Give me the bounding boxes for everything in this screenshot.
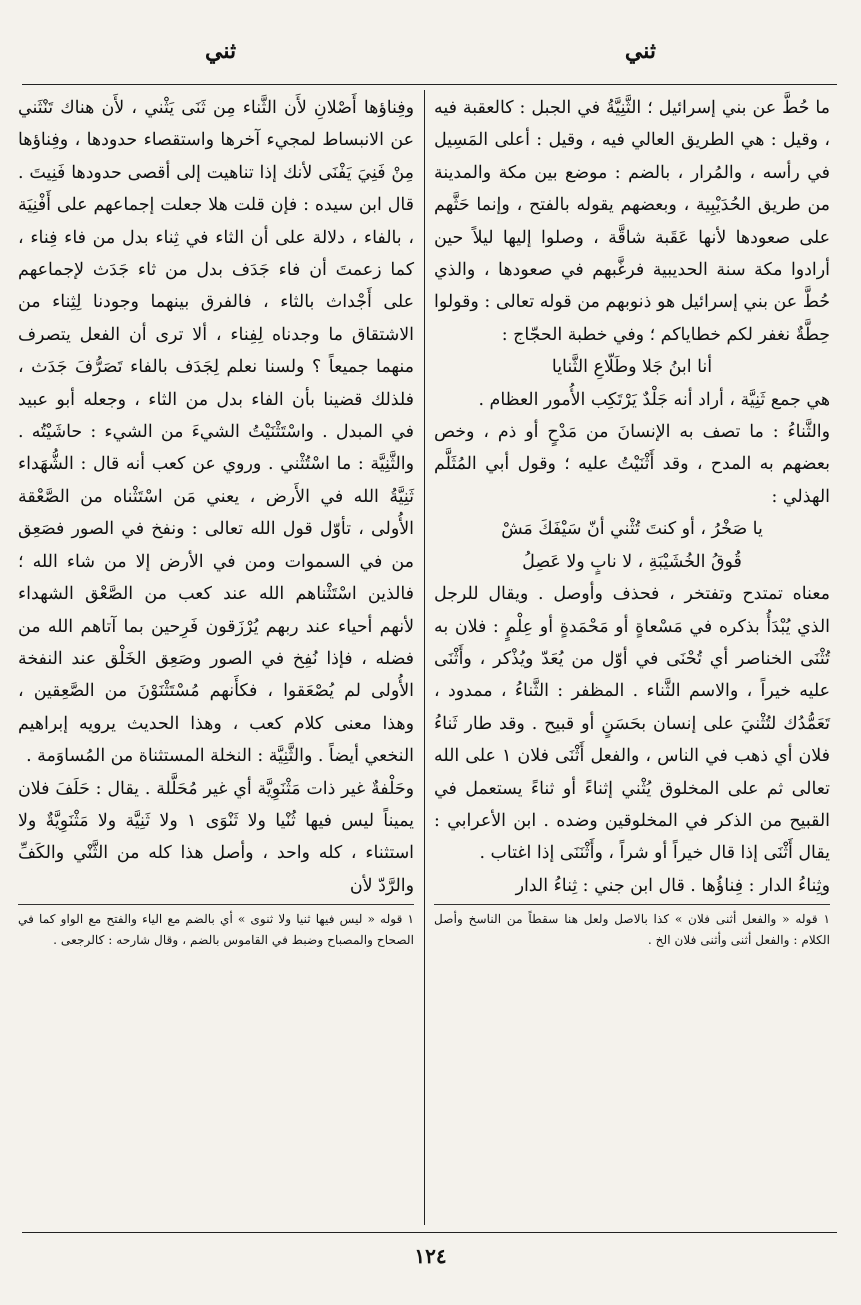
header-rule — [22, 84, 837, 85]
footnote-rule — [18, 904, 414, 905]
footer-rule — [22, 1232, 837, 1233]
verse-line: يا صَخْرُ ، أو كنتَ تُثْني أنّ سَيْفَكَ مَشْ — [501, 519, 763, 540]
footnote-rule — [434, 904, 830, 905]
footnote: ١ قوله « ليس فيها ثنيا ولا ثنوى » أي بالضم مع الياء والفتح مع الواو كما في الصحاح والمصباح وضبط في القاموس بالضم ، وقال شارحه : كالرجعى . — [18, 912, 414, 948]
left-column — [18, 92, 414, 951]
page-header — [0, 38, 861, 78]
column-divider — [424, 90, 425, 1225]
right-headword: ثني — [624, 38, 656, 64]
paragraph: وثِناءُ الدار : فِناؤُها . قال ابن جني : ثِناءُ الدار — [515, 875, 830, 896]
verse-line: قُوقُ الخُشَيْبَةِ ، لا نابٍ ولا عَصِلُ — [522, 551, 742, 572]
verse-line: أنا ابنُ جَلا وطَلّاعِ الثَّنايا — [551, 357, 713, 378]
footnote: ١ قوله « والفعل أثنى فلان » كذا بالاصل ولعل هنا سقطاً من الناسخ وأصل الكلام : والفعل أثنى وأثنى فلان الخ . — [434, 912, 830, 948]
page-number: ١٢٤ — [414, 1244, 447, 1268]
paragraph: والثَّناءُ : ما تصف به الإنسانَ من مَدْحٍ أو ذم ، وخص بعضهم به المدح ، وقد أَثْنَيْتُ عليه ؛ وقول أبي المُثَلَّم الهذلي : — [434, 422, 830, 507]
left-headword: ثني — [205, 38, 237, 64]
right-column — [434, 92, 830, 951]
paragraph: معناه تمتدح وتفتخر ، فحذف وأوصل . ويقال للرجل الذي يُبْدَأُ بذكره في مَسْعاةٍ أو مَحْمَدةٍ أو عِلْمٍ : فلان به تُثْنَى الخناصر أي تُحْنَى في أوّل من يُعَدّ ويُذْكر ، وأَثْنَى عليه خيراً ، والاسم الثَّناء . المظفر : الثَّناءُ ، ممدود ، تَعَمُّدُك لتُثْنيَ على إنسان بحَسَنٍ أو قبيح . وقد طار ثَناءُ فلان أي ذهب في الناس ، والفعل أَثْنَى فلان ١ على الله تعالى ثم على المخلوق يُثْني إثناءً أو ثناءً يستعمل في القبيح من الذكر في المخلوقين وضده . ابن الأعرابي : يقال أَثْنَى إذا قال خيراً أو شراً ، وأَثْنَنَى إذا اغتاب . — [434, 584, 830, 864]
paragraph: هي جمع ثَنِيَّة ، أراد أنه جَلْدٌ يَرْتَكِب الأُمور العظام . — [478, 389, 830, 410]
paragraph: وحَلْفةٌ غير ذات مَثْنَوِيَّة أي غير مُحَلَّلة . يقال : حَلَفَ فلان يميناً ليس فيها ثُنْيا ولا ثَنْوَى ١ ولا ثَنِيَّة ولا مَثْنَوِيَّةٌ ولا استثناء ، كله واحد ، وأصل هذا كله من الثَّنْي والكَفِّ والرَّدّ لأن — [18, 778, 414, 896]
paragraph: ما حُطَّ عن بني إسرائيل ؛ الثَّنِيَّةُ في الجبل : كالعقبة فيه ، وقيل : هي الطريق العالي فيه ، وقيل : أعلى المَسِيل في رأسه ، والمُرار ، بالضم : موضع بين مكة والمدينة من طريق الحُدَيْبِية ، وبعضهم يقوله بالفتح ، وإنما حَثَّهم على صعودها لأنها عَقَبة شاقَّة ، وصلوا إليها ليلاً حين أرادوا مكة سنة الحديبية فرغَّبهم في صعودها ، والذي حُطَّ عن بني إسرائيل هو ذنوبهم من قوله تعالى : وقولوا حِطَّةٌ نغفر لكم خطاياكم ؛ وفي خطبة الحجّاج : — [434, 98, 830, 345]
paragraph: وفِناؤها أَصْلانِ لأَن الثَّناء مِن ثَنَى يَثْني ، لأَن هناك تَنْثَني عن الانبساط لمجيء آخرها واستقصاء حدودها ، وفِناؤها مِنْ فَنِيَ يَفْنَى لأنك إذا تناهيت إلى أقصى حدودها فَنِيتَ . قال ابن سيده : فإن قلت هلا جعلت إجماعهم على أَفْنِيَة ، بالفاء ، دلالة على أن الثاء في ثِناء بدل من فاء فِناء ، كما زعمتَ أن فاء جَدَف بدل من ثاء جَدَث لإجماعهم على أَجْداث بالثاء ، فالفرق بينهما وجودنا لِثِناء من الاشتقاق ما وجدناه لِفِناء ، ألا ترى أن الفعل يتصرف منهما جميعاً ؟ ولسنا نعلم لِجَدَف بالفاء تَصَرُّفَ جَدَث ، فلذلك قضينا بأن الفاء بدل من الثاء ، وجعله أبو عبيد في المبدل . واسْتَثْنَيْتُ الشيءَ من الشيء : حاشَيْتُه . والثَّنِيَّة : ما اسْتُثْني . وروي عن كعب أنه قال : الشُّهَداء ثَنِيَّةُ الله في الأَرض ، يعني مَن اسْتَثْناه من الصَّعْقة الأُولى ، تأوّل قول الله تعالى : ونفخ في الصور فصَعِق من في السموات ومن في الأرض إلا من شاء الله ؛ فالذين اسْتَثْناهم الله عند كعب من الصَّعْق الشهداء لأنهم أحياء عند ربهم يُرْزَقون فَرِحين بما آتاهم الله من فضله ، فإذا نُفِخ في الصور وصَعِق الخَلْق عند النفخة الأُولى لم يُصْعَقوا ، فكأَنهم مُسْتَثْنَوْنَ من الصَّعِقين ، وهذا معنى كلام كعب ، وهذا الحديث يرويه إبراهيم النخعي أيضاً . والثَّنِيَّة : النخلة المستثناة من المُساوَمة . — [18, 98, 414, 767]
